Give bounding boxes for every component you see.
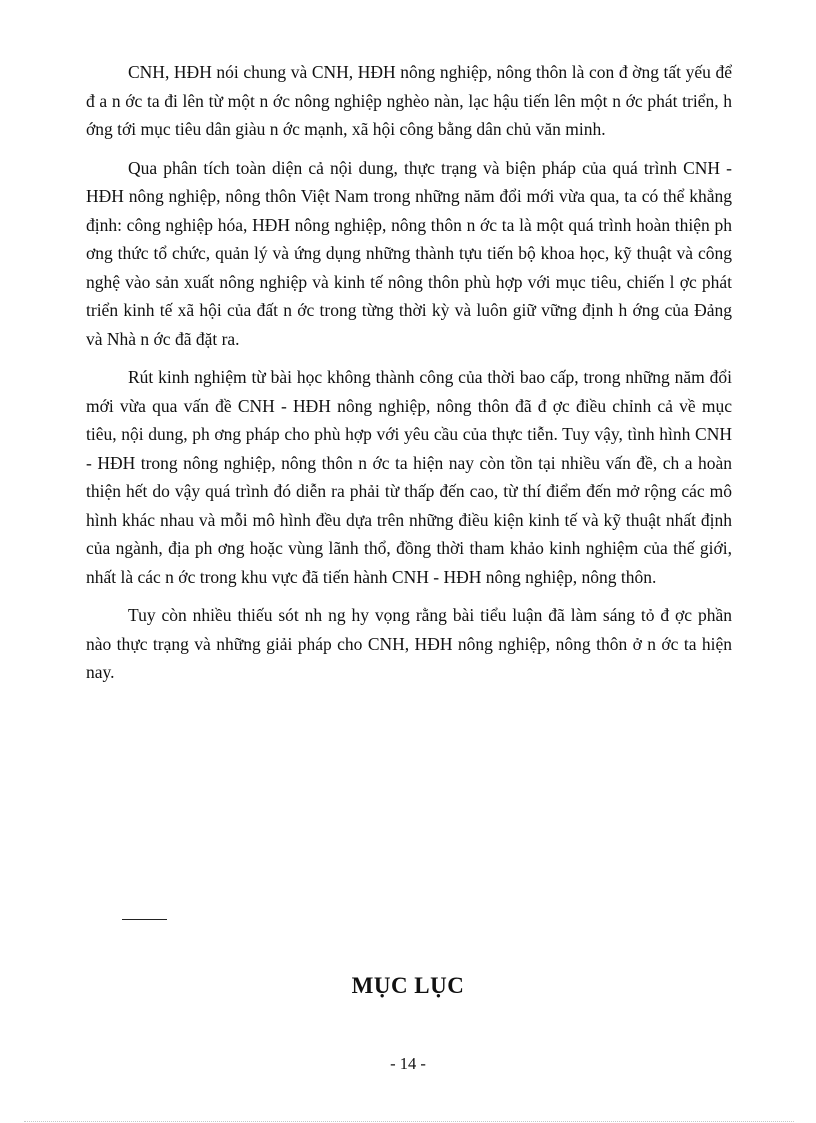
paragraph-1: CNH, HĐH nói chung và CNH, HĐH nông nghiệp, nông thôn là con đ ờng tất yếu để đ a n ớc ta đi lên từ một n ớc nông nghiệp nghèo nàn, lạc hậu tiến lên một n ớc phát triển, h ớng tới mục tiêu dân giàu n ớc mạnh, xã hội công bằng dân chủ văn minh. bbox=[86, 62, 732, 139]
body-text bbox=[86, 58, 732, 697]
footnote-separator bbox=[122, 919, 167, 920]
paragraph-3: Rút kinh nghiệm từ bài học không thành công của thời bao cấp, trong những năm đổi mới vừa qua vấn đề CNH - HĐH nông nghiệp, nông thôn đã đ ợc điều chỉnh cả về mục tiêu, nội dung, ph ơng pháp cho phù hợp với yêu cầu của thực tiễn. Tuy vậy, tình hình CNH - HĐH trong nông nghiệp, nông thôn n ớc ta hiện nay còn tồn tại nhiều vấn đề, ch a hoàn thiện hết do vậy quá trình đó diễn ra phải từ thấp đến cao, từ thí điểm đến mở rộng các mô hình khác nhau và mỗi mô hình đều dựa trên những điều kiện kinh tế và kỹ thuật nhất định của ngành, địa ph ơng hoặc vùng lãnh thổ, đồng thời tham khảo kinh nghiệm của thế giới, nhất là các n ớc trong khu vực đã tiến hành CNH - HĐH nông nghiệp, nông thôn. bbox=[86, 367, 732, 587]
paragraph-4: Tuy còn nhiều thiếu sót nh ng hy vọng rằng bài tiểu luận đã làm sáng tỏ đ ợc phần nào thực trạng và những giải pháp cho CNH, HĐH nông nghiệp, nông thôn ở n ớc ta hiện nay. bbox=[86, 605, 732, 682]
table-of-contents-heading: MỤC LỤC bbox=[351, 973, 465, 998]
paragraph-2: Qua phân tích toàn diện cả nội dung, thực trạng và biện pháp của quá trình CNH - HĐH nông nghiệp, nông thôn Việt Nam trong những năm đổi mới vừa qua, ta có thể khẳng định: công nghiệp hóa, HĐH nông nghiệp, nông thôn n ớc ta là một quá trình hoàn thiện ph ơng thức tổ chức, quản lý và ứng dụng những thành tựu tiến bộ khoa học, kỹ thuật và công nghệ vào sản xuất nông nghiệp và kinh tế nông thôn phù hợp với mục tiêu, chiến l ợc phát triển kinh tế xã hội của đất n ớc trong từng thời kỳ và luôn giữ vững định h ớng của Đảng và Nhà n ớc đã đặt ra. bbox=[86, 157, 732, 349]
page-bottom-border bbox=[24, 1121, 794, 1122]
page-number: - 14 - bbox=[390, 1054, 426, 1073]
